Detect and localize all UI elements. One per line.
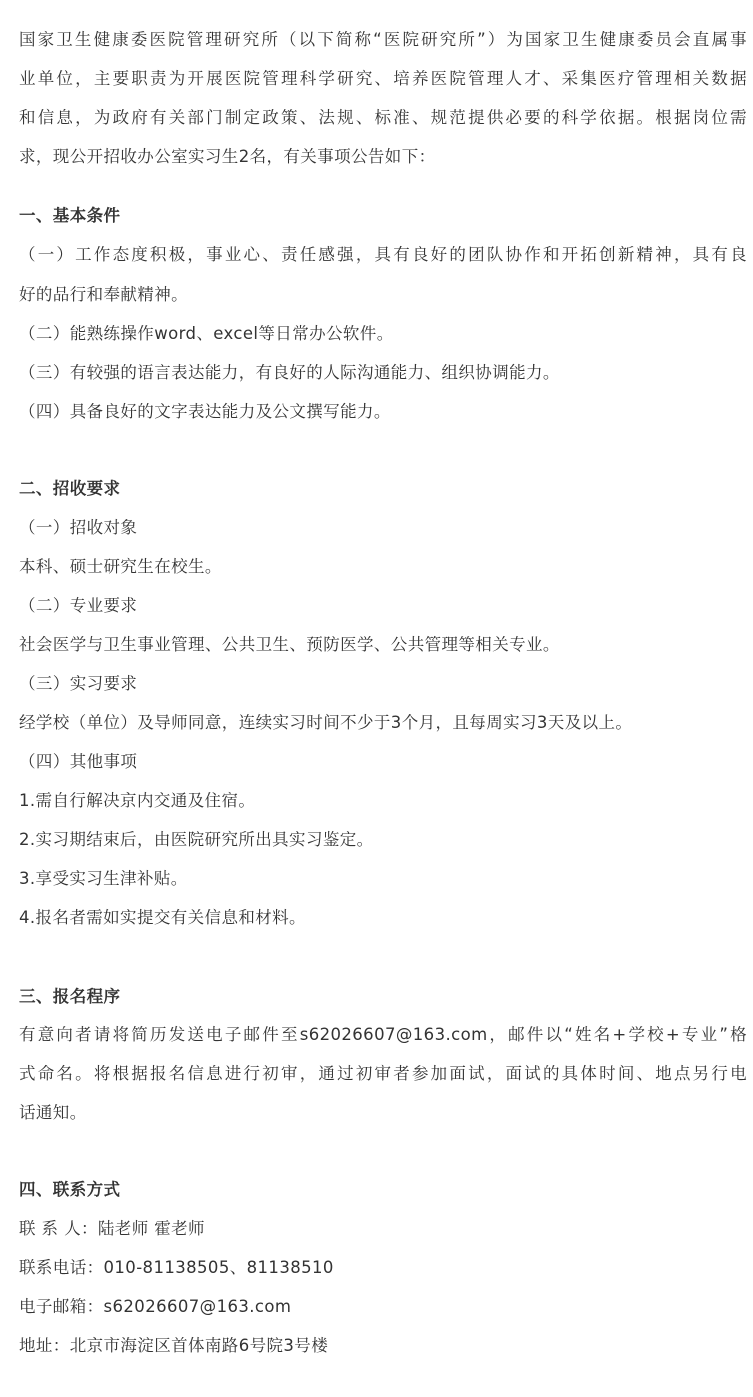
section-line: （三）实习要求 xyxy=(19,674,138,693)
section-heading-contact: 四、联系方式 xyxy=(19,1180,121,1199)
section-heading-basic-conditions: 一、基本条件 xyxy=(19,206,121,225)
section-line: 经学校（单位）及导师同意，连续实习时间不少于3个月，且每周实习3天及以上。 xyxy=(19,713,633,732)
section-line: （二）能熟练操作word、excel等日常办公软件。 xyxy=(19,324,394,343)
section-line: 式命名。将根据报名信息进行初审，通过初审者参加面试，面试的具体时间、地点另行电 xyxy=(19,1064,747,1083)
section-line: （四）其他事项 xyxy=(19,752,138,771)
section-line: 社会医学与卫生事业管理、公共卫生、预防医学、公共管理等相关专业。 xyxy=(19,635,560,654)
intro-line: 国家卫生健康委医院管理研究所（以下简称“医院研究所”）为国家卫生健康委员会直属事 xyxy=(19,30,747,49)
section-line: 话通知。 xyxy=(19,1103,87,1122)
intro-line: 求，现公开招收办公室实习生2名，有关事项公告如下： xyxy=(19,147,436,166)
contact-phone: 联系电话：010-81138505、81138510 xyxy=(19,1258,334,1277)
section-line: （二）专业要求 xyxy=(19,596,138,615)
section-line: （一）工作态度积极，事业心、责任感强，具有良好的团队协作和开拓创新精神，具有良 xyxy=(19,245,747,264)
intro-line: 业单位，主要职责为开展医院管理科学研究、培养医院管理人才、采集医疗管理相关数据 xyxy=(19,69,747,88)
contact-person: 联 系 人：陆老师 霍老师 xyxy=(19,1219,205,1238)
section-line: （一）招收对象 xyxy=(19,518,138,537)
section-line: （三）有较强的语言表达能力，有良好的人际沟通能力、组织协调能力。 xyxy=(19,363,560,382)
contact-address: 地址：北京市海淀区首体南路6号院3号楼 xyxy=(19,1336,329,1355)
section-line: 有意向者请将简历发送电子邮件至s62026607@163.com，邮件以“姓名+学校+专业”格 xyxy=(19,1025,747,1044)
section-line: 好的品行和奉献精神。 xyxy=(19,285,188,304)
contact-email: 电子邮箱：s62026607@163.com xyxy=(19,1297,292,1316)
section-line: 3.享受实习生津补贴。 xyxy=(19,869,188,888)
section-line: 4.报名者需如实提交有关信息和材料。 xyxy=(19,908,306,927)
section-heading-application: 三、报名程序 xyxy=(19,987,121,1006)
section-line: （四）具备良好的文字表达能力及公文撰写能力。 xyxy=(19,402,391,421)
intro-line: 和信息，为政府有关部门制定政策、法规、标准、规范提供必要的科学依据。根据岗位需 xyxy=(19,108,747,127)
section-line: 本科、硕士研究生在校生。 xyxy=(19,557,222,576)
section-line: 1.需自行解决京内交通及住宿。 xyxy=(19,791,256,810)
section-heading-requirements: 二、招收要求 xyxy=(19,479,121,498)
section-line: 2.实习期结束后，由医院研究所出具实习鉴定。 xyxy=(19,830,374,849)
